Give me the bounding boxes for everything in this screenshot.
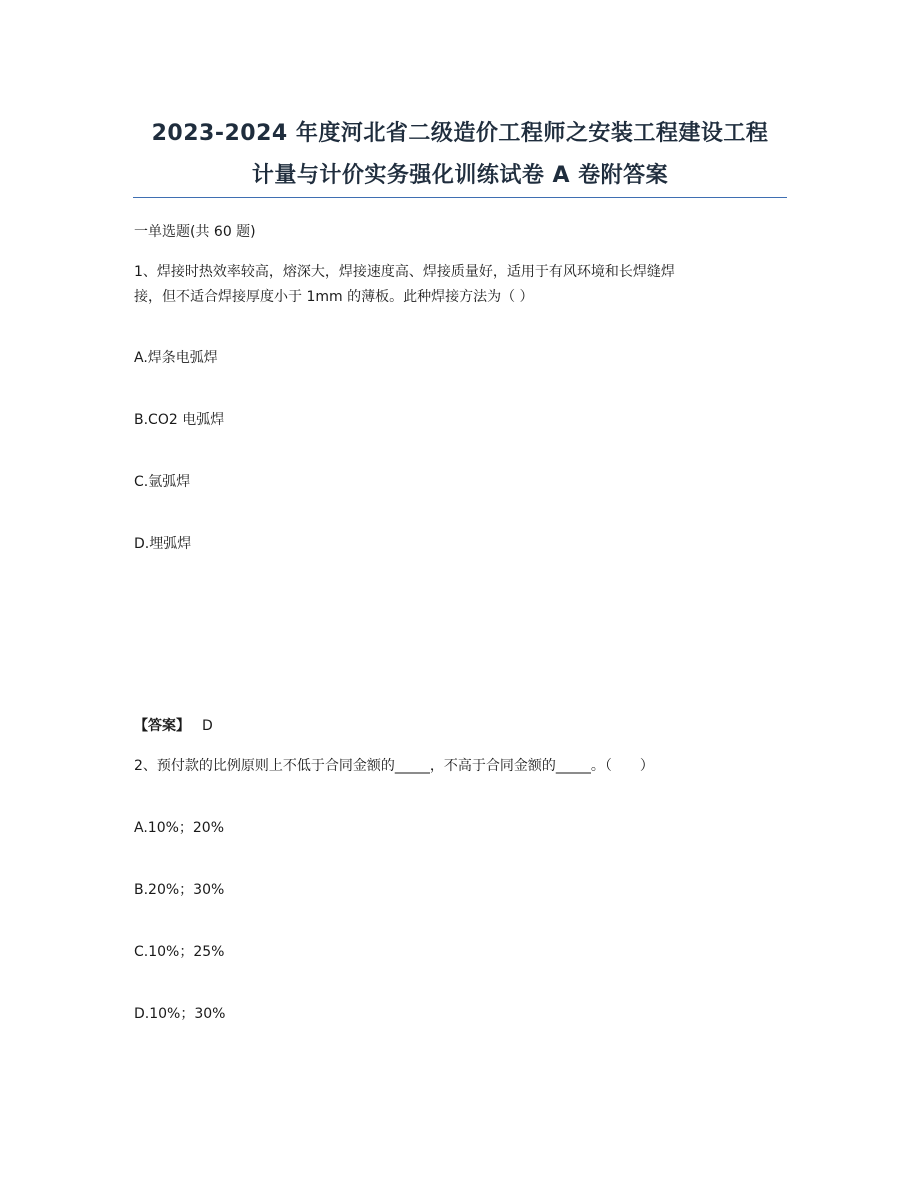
question-2-option-c: C.10%；25%: [134, 944, 225, 960]
document-title-line-1: 2023-2024 年度河北省二级造价工程师之安装工程建设工程: [151, 121, 769, 146]
question-1-option-d: D.埋弧焊: [134, 536, 192, 552]
question-1-answer: [134, 716, 213, 736]
title-divider: [133, 197, 787, 198]
question-2-text: 2、预付款的比例原则上不低于合同金额的_____，不高于合同金额的_____。（ ）: [134, 758, 654, 774]
answer-label: 【答案】: [134, 718, 190, 734]
section-header: 一单选题(共 60 题): [134, 224, 256, 240]
document-title-line-2: 计量与计价实务强化训练试卷 A 卷附答案: [251, 163, 669, 188]
answer-value: D: [202, 718, 213, 734]
question-1-option-b: B.CO2 电弧焊: [134, 412, 225, 428]
question-1-text-line-2: 接，但不适合焊接厚度小于 1mm 的薄板。此种焊接方法为（ ）: [134, 289, 534, 305]
question-2-option-a: A.10%；20%: [134, 820, 225, 836]
question-2-option-d: D.10%；30%: [134, 1006, 226, 1022]
question-1-text-line-1: 1、焊接时热效率较高，熔深大，焊接速度高、焊接质量好，适用于有风环境和长焊缝焊: [134, 264, 675, 280]
question-1-option-c: C.氩弧焊: [134, 474, 191, 490]
question-2-option-b: B.20%；30%: [134, 882, 225, 898]
question-1-option-a: A.焊条电弧焊: [134, 350, 218, 366]
